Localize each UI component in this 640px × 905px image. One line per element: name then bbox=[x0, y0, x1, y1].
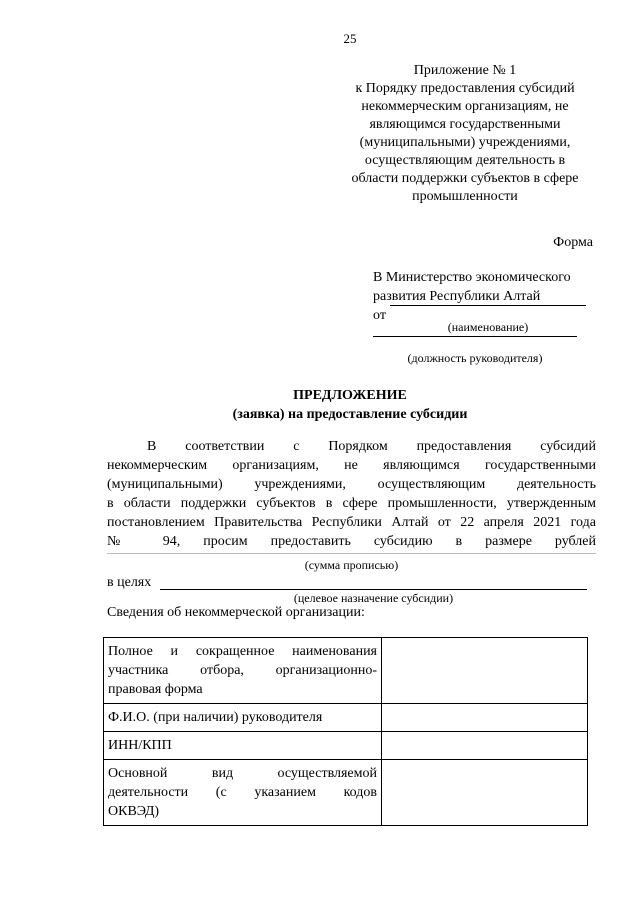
table-value-cell[interactable] bbox=[382, 638, 588, 704]
label-line: ИНН/КПП bbox=[108, 738, 172, 753]
body-line: В соответствии с Порядком предоставления субсидий bbox=[147, 439, 596, 454]
table-label-cell bbox=[104, 704, 382, 732]
appendix-header bbox=[330, 62, 600, 206]
label-line: правовая форма bbox=[108, 682, 203, 697]
table-label-cell bbox=[104, 732, 382, 760]
table-row bbox=[104, 704, 588, 732]
amount-caption: (сумма прописью) bbox=[304, 558, 399, 572]
amount-line[interactable] bbox=[107, 553, 596, 554]
label-line: участника отбора, организационно- bbox=[108, 663, 377, 678]
body-line: некоммерческим организациям, не являющимся государственными bbox=[107, 458, 596, 473]
info-heading: Сведения об некоммерческой организации: bbox=[107, 605, 365, 620]
addressee-line: развития Республики Алтай bbox=[373, 289, 541, 304]
appendix-line: Приложение № 1 bbox=[413, 63, 517, 78]
label-line: Ф.И.О. (при наличии) руководителя bbox=[108, 710, 323, 725]
body-line: в области поддержки субъектов в сфере промышленности, утвержденным bbox=[107, 496, 596, 511]
table-label-cell bbox=[104, 638, 382, 704]
appendix-line: являющимся государственными bbox=[369, 117, 561, 132]
table-label-cell bbox=[104, 760, 382, 826]
form-label: Форма bbox=[553, 235, 593, 250]
label-line: Полное и сокращенное наименования bbox=[108, 644, 377, 659]
table-row bbox=[104, 638, 588, 704]
appendix-line: (муниципальными) учреждениями, bbox=[359, 135, 571, 150]
organization-info-table bbox=[103, 637, 588, 826]
table-value-cell[interactable] bbox=[382, 760, 588, 826]
table-value-cell[interactable] bbox=[382, 704, 588, 732]
director-position-line[interactable] bbox=[373, 336, 577, 337]
appendix-line: осуществляющим деятельность в bbox=[364, 153, 566, 168]
addressee-line: В Министерство экономического bbox=[373, 270, 571, 285]
page-number: 25 bbox=[343, 31, 357, 46]
table-row bbox=[104, 760, 588, 826]
table-row bbox=[104, 732, 588, 760]
document-title bbox=[0, 386, 640, 424]
purpose-caption: (целевое назначение субсидии) bbox=[293, 591, 454, 605]
body-line: № 94, просим предоставить субсидию в размере рублей bbox=[107, 534, 596, 549]
appendix-line: к Порядку предоставления субсидий bbox=[355, 81, 575, 96]
appendix-line: некоммерческим организациям, не bbox=[361, 99, 569, 114]
position-caption: (должность руководителя) bbox=[407, 351, 543, 365]
appendix-line: области поддержки субъектов в сфере bbox=[351, 171, 579, 186]
title-line: ПРЕДЛОЖЕНИЕ bbox=[293, 388, 407, 403]
label-line: Основной вид осуществляемой bbox=[108, 766, 377, 781]
organization-name-line[interactable] bbox=[390, 305, 586, 306]
appendix-line: промышленности bbox=[412, 189, 518, 204]
name-caption: (наименование) bbox=[447, 320, 529, 334]
title-subline: (заявка) на предоставление субсидии bbox=[232, 407, 468, 422]
body-line: (муниципальными) учреждениями, осуществляющим деятельность bbox=[107, 477, 596, 492]
label-line: деятельности (с указанием кодов bbox=[108, 785, 377, 800]
table-value-cell[interactable] bbox=[382, 732, 588, 760]
purpose-label: в целях bbox=[107, 575, 152, 590]
addressee-block bbox=[373, 268, 571, 325]
label-line: ОКВЭД) bbox=[108, 804, 160, 819]
body-line: постановлением Правительства Республики Алтай от 22 апреля 2021 года bbox=[107, 515, 596, 530]
purpose-line[interactable] bbox=[160, 589, 587, 590]
from-label: от bbox=[373, 308, 386, 323]
body-paragraph bbox=[107, 437, 596, 551]
